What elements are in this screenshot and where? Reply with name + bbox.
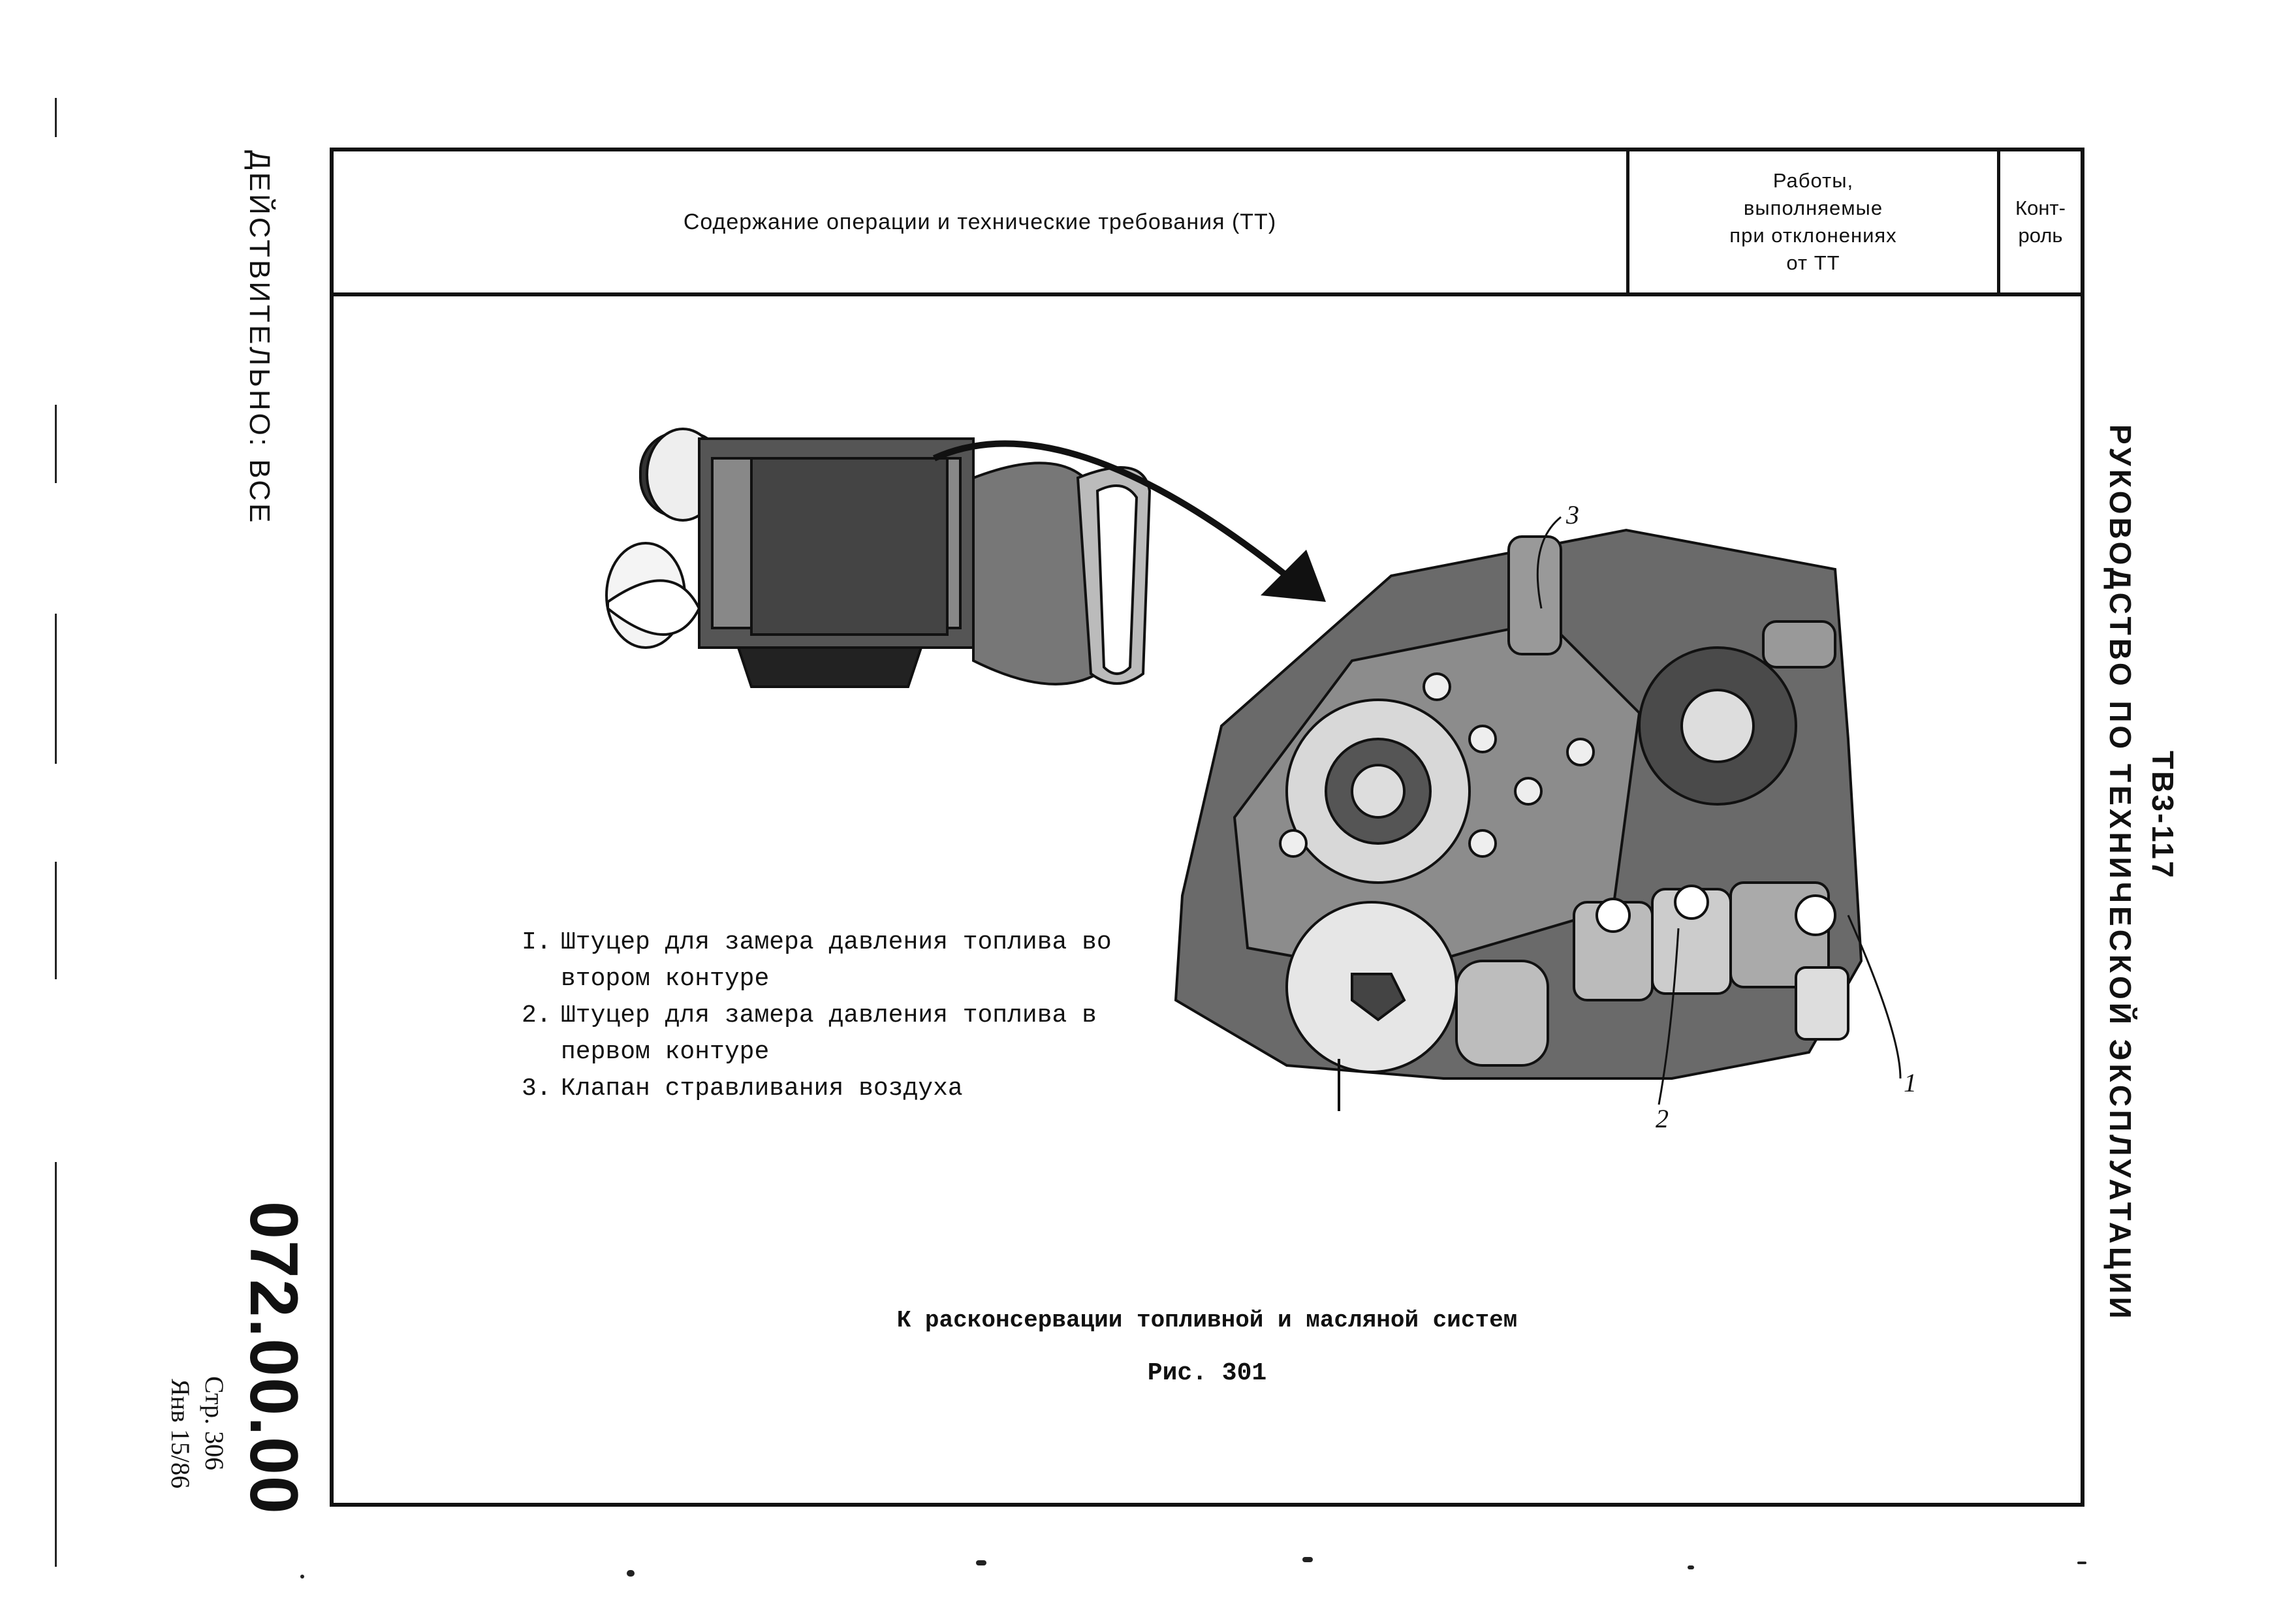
header-control-line: Конт- bbox=[2015, 196, 2066, 219]
page-frame bbox=[330, 148, 2084, 1507]
legend-item bbox=[522, 998, 1122, 1071]
document-code: 072.00.00 bbox=[236, 1201, 311, 1515]
scan-mark bbox=[976, 1560, 986, 1565]
callout-label-3: 3 bbox=[1566, 500, 1579, 529]
scan-mark bbox=[55, 614, 57, 764]
scan-mark bbox=[55, 862, 57, 979]
callout-label-1: 1 bbox=[1904, 1068, 1917, 1097]
figure-number: Рис. 301 bbox=[1147, 1359, 1267, 1387]
validity-label: ДЕЙСТВИТЕЛЬНО: ВСЕ bbox=[244, 150, 275, 526]
legend-item bbox=[522, 924, 1122, 998]
legend-item-number: 3. bbox=[522, 1075, 552, 1103]
scan-mark bbox=[55, 405, 57, 483]
revision-date: Янв 15/86 bbox=[166, 1379, 195, 1489]
scan-mark bbox=[55, 1162, 57, 1567]
header-operation-content: Содержание операции и технические требования (ТТ) bbox=[683, 209, 1277, 234]
engine-model-title: ТВ3-117 bbox=[2146, 751, 2180, 880]
engine-illustration bbox=[334, 151, 2081, 1503]
manual-title: РУКОВОДСТВО ПО ТЕХНИЧЕСКОЙ ЭКСПЛУАТАЦИИ bbox=[2103, 424, 2137, 1322]
legend-item-number: 2. bbox=[522, 1001, 552, 1030]
header-deviation-line: от ТТ bbox=[1786, 251, 1840, 274]
scan-mark bbox=[300, 1575, 304, 1579]
scan-mark bbox=[627, 1570, 635, 1577]
header-control-line: роль bbox=[2018, 224, 2063, 247]
legend-item bbox=[522, 1071, 1122, 1107]
figure-legend bbox=[522, 924, 1122, 1107]
scan-mark bbox=[1302, 1557, 1313, 1562]
callout-label-2: 2 bbox=[1656, 1104, 1669, 1133]
legend-item-number: I. bbox=[522, 928, 552, 956]
legend-item-text: Клапан стравливания воздуха bbox=[561, 1075, 963, 1103]
legend-item-text: Штуцер для замера давления топлива в первом контуре bbox=[561, 1001, 1097, 1066]
fuel-unit-drawing bbox=[1176, 530, 1861, 1111]
header-deviation-line: выполняемые bbox=[1743, 196, 1883, 219]
legend-item-text: Штуцер для замера давления топлива во втором контуре bbox=[561, 928, 1112, 993]
scan-mark bbox=[1688, 1565, 1694, 1569]
scan-mark bbox=[2077, 1562, 2086, 1564]
scan-mark bbox=[55, 98, 57, 137]
header-deviation-line: при отклонениях bbox=[1729, 224, 1897, 247]
engine-overview-drawing bbox=[606, 429, 1150, 687]
header-deviation-line: Работы, bbox=[1772, 169, 1854, 192]
page-number: Стр. 306 bbox=[200, 1376, 229, 1471]
figure-caption: К расконсервации топливной и масляной систем bbox=[896, 1307, 1518, 1334]
